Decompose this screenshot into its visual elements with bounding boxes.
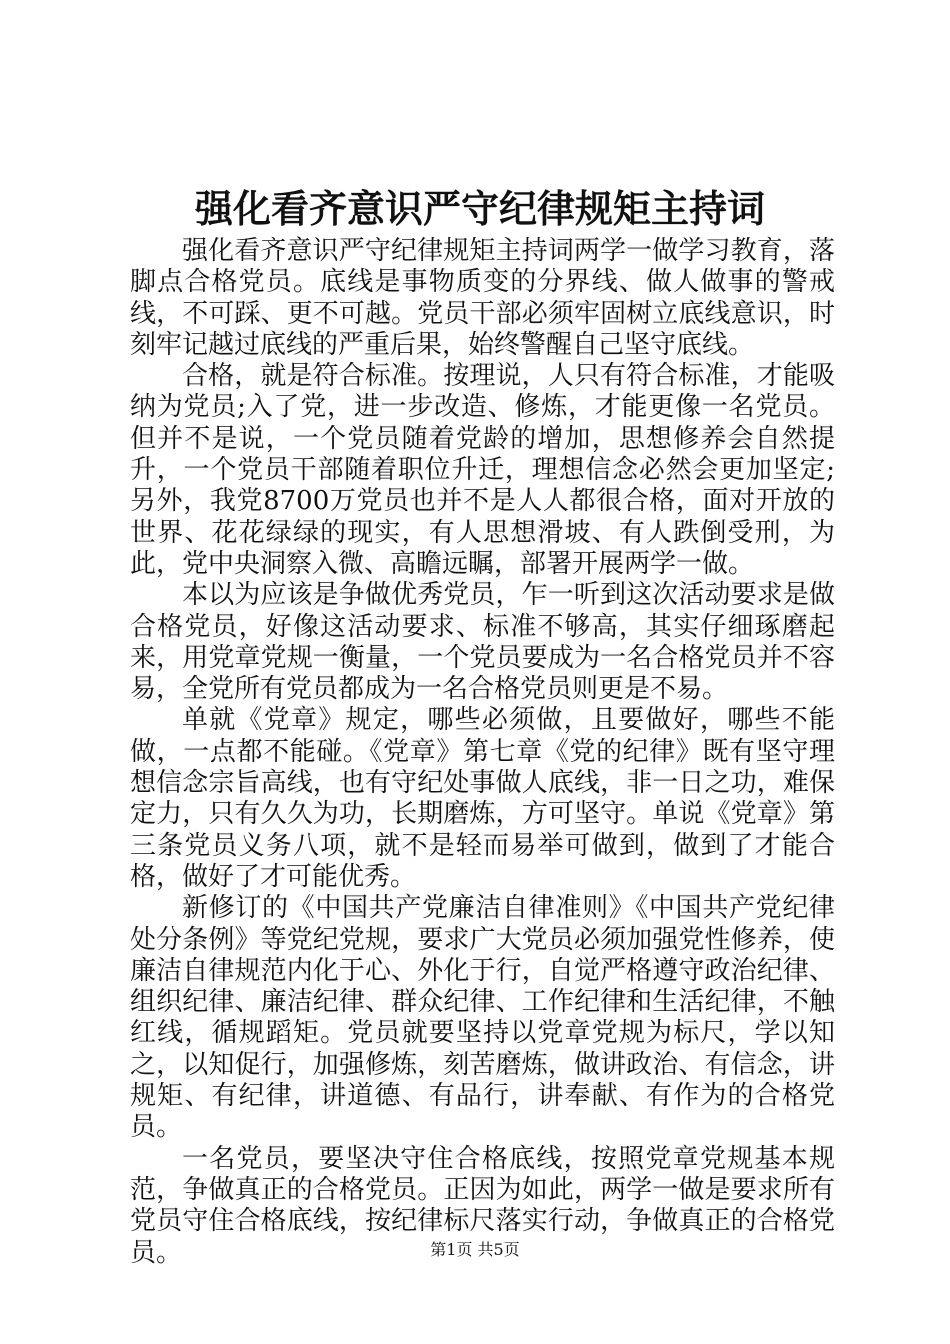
paragraph: 本以为应该是争做优秀党员，乍一听到这次活动要求是做合格党员，好像这活动要求、标准不够高，其实仔细琢磨起来，用党章党规一衡量，一个党员要成为一名合格党员并不容易，全党所有党员都成为一名合格党员则更是不易。 <box>130 580 835 705</box>
paragraph: 一名党员，要坚决守住合格底线，按照党章党规基本规范，争做真正的合格党员。正因为如此，两学一做是要求所有党员守住合格底线，按纪律标尺落实行动，争做真正的合格党员。 <box>130 1143 835 1268</box>
paragraph: 强化看齐意识严守纪律规矩主持词两学一做学习教育，落脚点合格党员。底线是事物质变的分界线、做人做事的警戒线，不可踩、更不可越。党员干部必须牢固树立底线意识，时刻牢记越过底线的严重后果，始终警醒自己坚守底线。 <box>130 236 835 360</box>
document-title: 强化看齐意识严守纪律规矩主持词 <box>194 186 765 231</box>
paragraph: 新修订的《中国共产党廉洁自律准则》《中国共产党纪律处分条例》等党纪党规，要求广大党员必须加强党性修养，使廉洁自律规范内化于心、外化于行，自觉严格遵守政治纪律、组织纪律、廉洁纪律、群众纪律、工作纪律和生活纪律，不触红线，循规蹈矩。党员就要坚持以党章党规为标尺，学以知之，以知促行，加强修炼，刻苦磨炼，做讲政治、有信念，讲规矩、有纪律，讲道德、有品行，讲奉献、有作为的合格党员。 <box>130 893 835 1143</box>
document-body <box>130 236 835 1269</box>
page-number: 第1页 共5页 <box>430 1240 520 1259</box>
paragraph: 单就《党章》规定，哪些必须做，且要做好，哪些不能做，一点都不能碰。《党章》第七章《党的纪律》既有坚守理想信念宗旨高线，也有守纪处事做人底线，非一日之功，难保定力，只有久久为功，长期磨炼，方可坚守。单说《党章》第三条党员义务八项，就不是轻而易举可做到，做到了才能合格，做好了才可能优秀。 <box>130 705 835 892</box>
paragraph: 合格，就是符合标准。按理说，人只有符合标准，才能吸纳为党员;入了党，进一步改造、修炼，才能更像一名党员。但并不是说，一个党员随着党龄的增加，思想修养会自然提升，一个党员干部随着职位升迁，理想信念必然会更加坚定;另外，我党8700万党员也并不是人人都很合格，面对开放的世界、花花绿绿的现实，有人思想滑坡、有人跌倒受刑，为此，党中央洞察入微、高瞻远瞩，部署开展两学一做。 <box>130 361 835 579</box>
